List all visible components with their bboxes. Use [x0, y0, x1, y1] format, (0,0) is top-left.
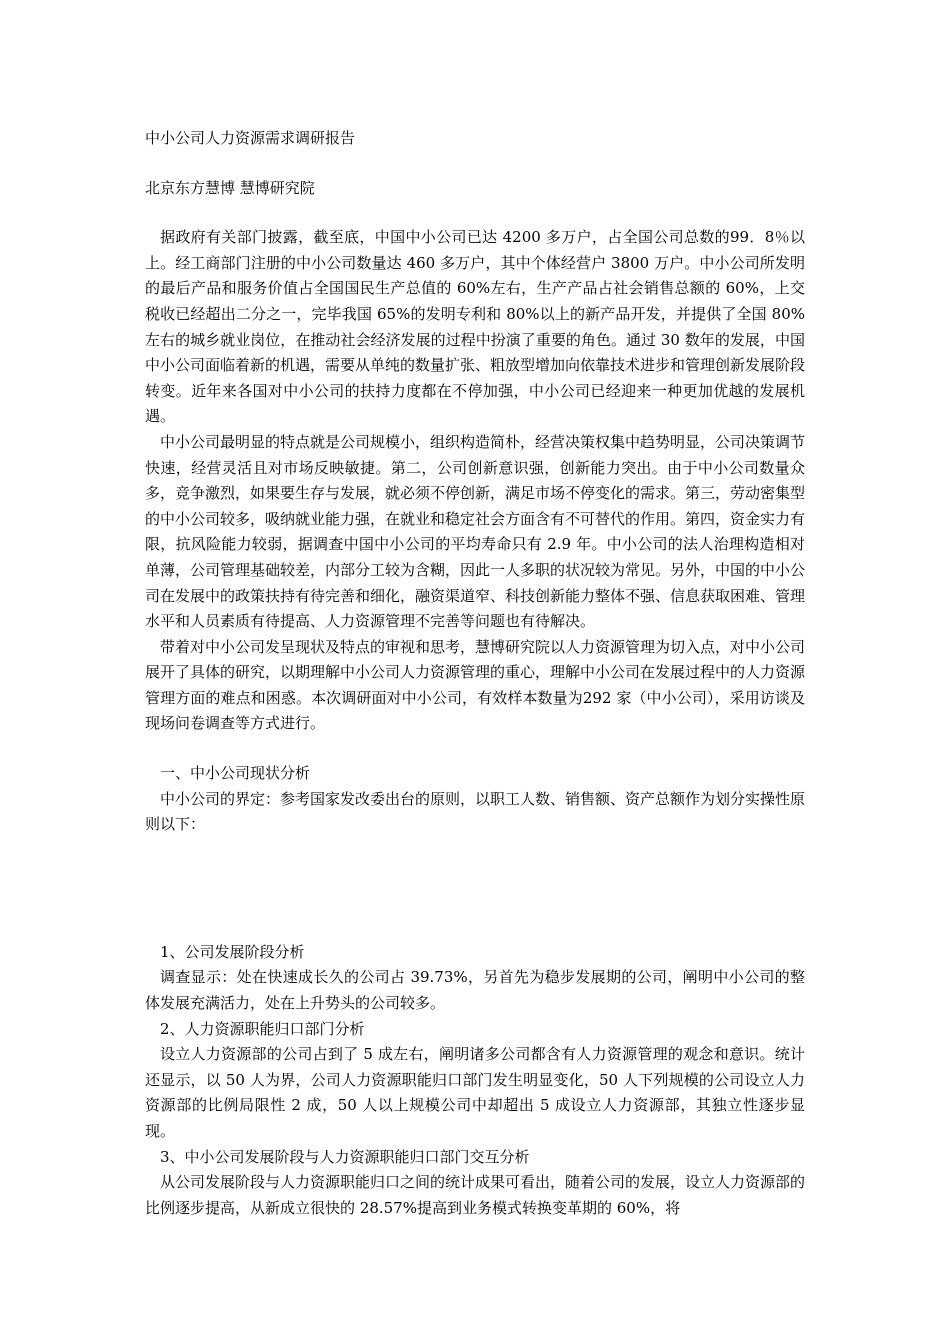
document-body: [145, 126, 805, 1221]
subsection-heading: 3、中小公司发展阶段与人力资源职能归口部门交互分析: [160, 1147, 530, 1166]
subsection-heading: 2、人力资源职能归口部门分析: [160, 1019, 365, 1038]
document-author: 北京东方慧博 慧博研究院: [145, 178, 315, 197]
paragraph-intro: 据政府有关部门披露，截至底，中国中小公司已达 4200 多万户，占全国公司总数的99．8％以上。经工商部门注册的中小公司数量达 460 多万户，其中个体经营户 3800 万户。中小公司所发明的最后产品和服务价值占全国国民生产总值的 60%左右，生产产品占社会销售总额的 60%，上交税收已经超出二分之一，完毕我国 65%的发明专利和 80%以上的新产品开发，并提供了全国 80%左右的城乡就业岗位，在推动社会经济发展的过程中扮演了重要的角色。通过 30 数年的发展，中国中小公司面临着新的机遇，需要从单纯的数量扩张、粗放型增加向依靠技术进步和管理创新发展阶段转变。近年来各国对中小公司的扶持力度都在不停加强，中小公司已经迎来一种更加优越的发展机遇。: [145, 228, 806, 426]
section-intro: 中小公司的界定：参考国家发改委出台的原则，以职工人数、销售额、资产总额作为划分实操性原则以下：: [145, 789, 806, 834]
subsection-text: 从公司发展阶段与人力资源职能归口之间的统计成果可看出，随着公司的发展，设立人力资源部的比例逐步提高，从新成立很快的 28.57%提高到业务模式转换变革期的 60%，将: [145, 1173, 806, 1217]
subsection-heading: 1、公司发展阶段分析: [160, 942, 305, 961]
paragraph-research: 带着对中小公司发呈现状及特点的审视和思考，慧博研究院以人力资源管理为切入点，对中小公司展开了具体的研究，以期理解中小公司人力资源管理的重心，理解中小公司在发展过程中的人力资源管理方面的难点和困惑。本次调研面对中小公司，有效样本数量为292 家（中小公司），采用访谈及现场问卷调查等方式进行。: [145, 637, 806, 733]
subsection-text: 调查显示：处在快速成长久的公司占 39.73%，另首先为稳步发展期的公司，阐明中小公司的整体发展充满活力，处在上升势头的公司较多。: [145, 968, 805, 1013]
document-title: 中小公司人力资源需求调研报告: [145, 129, 356, 147]
blank-area: [145, 838, 805, 940]
spacer: [145, 737, 805, 761]
section-heading: 一、中小公司现状分析: [160, 764, 311, 783]
subsection-text: 设立人力资源部的公司占到了 5 成左右，阐明诸多公司都含有人力资源管理的观念和意识。统计还显示，以 50 人为界，公司人力资源职能归口部门发生明显变化，50 人下列规模的公司设立人力资源部的比例局限性 2 成，50 人以上规模公司中却超出 5 成设立人力资源部，其独立性逐步显现。: [145, 1045, 805, 1140]
paragraph-characteristics: 中小公司最明显的特点就是公司规模小，组织构造简朴，经营决策权集中趋势明显，公司决策调节快速，经营灵活且对市场反映敏捷。第二，公司创新意识强，创新能力突出。由于中小公司数量众多，竞争激烈，如果要生存与发展，就必须不停创新，满足市场不停变化的需求。第三，劳动密集型的中小公司较多，吸纳就业能力强，在就业和稳定社会方面含有不可替代的作用。第四，资金实力有限，抗风险能力较弱，据调查中国中小公司的平均寿命只有 2.9 年。中小公司的法人治理构造相对单薄，公司管理基础较差，内部分工较为含糊，因此一人多职的状况较为常见。另外，中国的中小公司在发展中的政策扶持有待完善和细化，融资渠道窄、科技创新能力整体不强、信息获取困难、管理水平和人员素质有待提高、人力资源管理不完善等问题也有待解决。: [145, 432, 806, 631]
